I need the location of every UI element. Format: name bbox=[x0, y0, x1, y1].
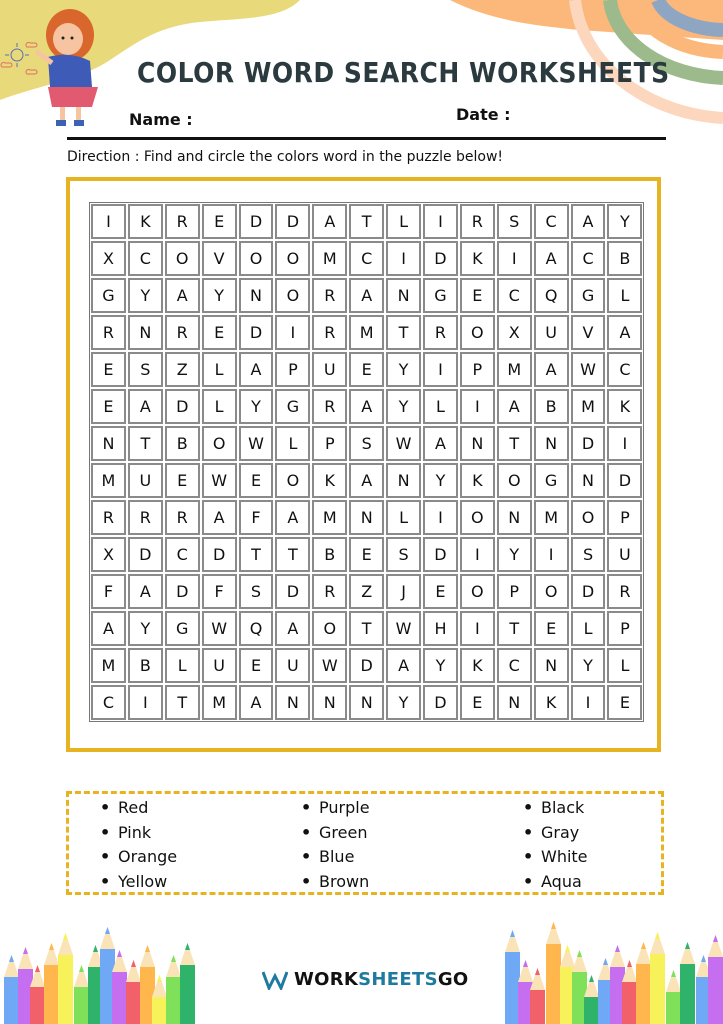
grid-cell[interactable]: A bbox=[349, 278, 384, 313]
grid-cell[interactable]: V bbox=[571, 315, 606, 350]
grid-cell[interactable]: D bbox=[165, 574, 200, 609]
grid-cell[interactable]: U bbox=[275, 648, 310, 683]
word-item: • Blue bbox=[301, 845, 370, 870]
grid-cell[interactable]: N bbox=[349, 685, 384, 720]
grid-cell[interactable]: S bbox=[497, 204, 532, 239]
grid-cell[interactable]: D bbox=[607, 463, 642, 498]
grid-cell[interactable]: E bbox=[607, 685, 642, 720]
grid-cell[interactable]: O bbox=[275, 278, 310, 313]
grid-cell[interactable]: L bbox=[202, 352, 237, 387]
word-item: • Pink bbox=[100, 821, 177, 846]
grid-cell[interactable]: A bbox=[349, 389, 384, 424]
grid-cell[interactable]: W bbox=[202, 463, 237, 498]
grid-cell[interactable]: L bbox=[607, 278, 642, 313]
grid-cell[interactable]: A bbox=[165, 278, 200, 313]
grid-cell[interactable]: G bbox=[165, 611, 200, 646]
grid-cell[interactable]: M bbox=[91, 648, 126, 683]
grid-cell[interactable]: N bbox=[386, 278, 421, 313]
grid-cell[interactable]: A bbox=[91, 611, 126, 646]
grid-cell[interactable]: N bbox=[460, 426, 495, 461]
grid-cell[interactable]: A bbox=[497, 389, 532, 424]
grid-cell[interactable]: R bbox=[312, 315, 347, 350]
grid-cell[interactable]: Y bbox=[386, 352, 421, 387]
grid-cell[interactable]: C bbox=[571, 241, 606, 276]
grid-cell[interactable]: O bbox=[275, 463, 310, 498]
grid-cell[interactable]: Y bbox=[386, 389, 421, 424]
grid-cell[interactable]: E bbox=[349, 537, 384, 572]
grid-cell[interactable]: R bbox=[312, 389, 347, 424]
grid-cell[interactable]: A bbox=[607, 315, 642, 350]
grid-cell[interactable]: G bbox=[91, 278, 126, 313]
grid-cell[interactable]: R bbox=[165, 500, 200, 535]
word-item: • Gray bbox=[523, 821, 588, 846]
grid-cell[interactable]: P bbox=[607, 500, 642, 535]
logo-text-go: GO bbox=[437, 969, 469, 990]
grid-cell[interactable]: P bbox=[312, 426, 347, 461]
grid-cell[interactable]: D bbox=[349, 648, 384, 683]
grid-cell[interactable]: N bbox=[239, 278, 274, 313]
grid-cell[interactable]: O bbox=[312, 611, 347, 646]
grid-cell[interactable]: R bbox=[312, 278, 347, 313]
grid-cell[interactable]: K bbox=[534, 685, 569, 720]
grid-cell[interactable]: A bbox=[202, 500, 237, 535]
grid-cell[interactable]: D bbox=[202, 537, 237, 572]
grid-cell[interactable]: R bbox=[128, 500, 163, 535]
grid-cell[interactable]: O bbox=[165, 241, 200, 276]
grid-cell[interactable]: E bbox=[534, 611, 569, 646]
grid-cell[interactable]: E bbox=[91, 389, 126, 424]
grid-cell[interactable]: V bbox=[202, 241, 237, 276]
grid-cell[interactable]: C bbox=[349, 241, 384, 276]
direction-text: Direction : Find and circle the colors word in the puzzle below! bbox=[67, 149, 504, 165]
word-item: • Yellow bbox=[100, 870, 177, 895]
grid-cell[interactable]: A bbox=[349, 463, 384, 498]
grid-cell[interactable]: R bbox=[460, 204, 495, 239]
word-search-grid bbox=[89, 202, 644, 722]
grid-cell[interactable]: D bbox=[571, 426, 606, 461]
grid-cell[interactable]: E bbox=[460, 685, 495, 720]
grid-cell[interactable]: Y bbox=[423, 463, 458, 498]
grid-cell[interactable]: A bbox=[534, 241, 569, 276]
grid-cell[interactable]: U bbox=[534, 315, 569, 350]
grid-cell[interactable]: E bbox=[460, 278, 495, 313]
grid-cell[interactable]: M bbox=[571, 389, 606, 424]
grid-cell[interactable]: L bbox=[571, 611, 606, 646]
grid-cell[interactable]: K bbox=[128, 204, 163, 239]
grid-cell[interactable]: P bbox=[607, 611, 642, 646]
word-list-column-1 bbox=[100, 796, 177, 895]
grid-cell[interactable]: K bbox=[460, 463, 495, 498]
grid-cell[interactable]: E bbox=[91, 352, 126, 387]
grid-cell[interactable]: I bbox=[460, 389, 495, 424]
grid-cell[interactable]: Y bbox=[571, 648, 606, 683]
grid-cell[interactable]: E bbox=[239, 463, 274, 498]
grid-cell[interactable]: E bbox=[423, 574, 458, 609]
grid-cell[interactable]: S bbox=[571, 537, 606, 572]
grid-cell[interactable]: S bbox=[128, 352, 163, 387]
grid-cell[interactable]: T bbox=[497, 611, 532, 646]
grid-cell[interactable]: Y bbox=[607, 204, 642, 239]
grid-cell[interactable]: W bbox=[202, 611, 237, 646]
grid-cell[interactable]: W bbox=[386, 426, 421, 461]
pencils-right-decoration bbox=[500, 920, 723, 1024]
grid-cell[interactable]: W bbox=[571, 352, 606, 387]
grid-cell[interactable]: G bbox=[571, 278, 606, 313]
grid-cell[interactable]: A bbox=[386, 648, 421, 683]
grid-cell[interactable]: K bbox=[460, 241, 495, 276]
grid-cell[interactable]: B bbox=[534, 389, 569, 424]
date-label: Date : bbox=[456, 105, 511, 124]
grid-cell[interactable]: K bbox=[607, 389, 642, 424]
girl-illustration bbox=[0, 5, 105, 130]
grid-cell[interactable]: G bbox=[275, 389, 310, 424]
grid-cell[interactable]: Y bbox=[128, 611, 163, 646]
grid-cell[interactable]: A bbox=[128, 389, 163, 424]
grid-cell[interactable]: O bbox=[460, 500, 495, 535]
grid-cell[interactable]: O bbox=[460, 574, 495, 609]
grid-cell[interactable]: I bbox=[534, 537, 569, 572]
grid-cell[interactable]: A bbox=[423, 426, 458, 461]
grid-cell[interactable]: N bbox=[571, 463, 606, 498]
grid-cell[interactable]: Y bbox=[128, 278, 163, 313]
word-item: • Orange bbox=[100, 845, 177, 870]
grid-cell[interactable]: B bbox=[128, 648, 163, 683]
grid-cell[interactable]: L bbox=[165, 648, 200, 683]
grid-cell[interactable]: I bbox=[460, 611, 495, 646]
grid-cell[interactable]: U bbox=[202, 648, 237, 683]
grid-cell[interactable]: I bbox=[128, 685, 163, 720]
grid-cell[interactable]: M bbox=[497, 352, 532, 387]
grid-cell[interactable]: K bbox=[460, 648, 495, 683]
grid-cell[interactable]: N bbox=[128, 315, 163, 350]
grid-cell[interactable]: I bbox=[423, 352, 458, 387]
word-list-column-2 bbox=[301, 796, 370, 895]
grid-cell[interactable]: D bbox=[275, 574, 310, 609]
grid-cell[interactable]: D bbox=[239, 204, 274, 239]
grid-cell[interactable]: D bbox=[571, 574, 606, 609]
grid-cell[interactable]: L bbox=[607, 648, 642, 683]
grid-cell[interactable]: I bbox=[497, 241, 532, 276]
grid-cell[interactable]: O bbox=[275, 241, 310, 276]
word-list-column-3 bbox=[523, 796, 588, 895]
grid-cell[interactable]: D bbox=[165, 389, 200, 424]
grid-cell[interactable]: O bbox=[239, 241, 274, 276]
grid-cell[interactable]: N bbox=[312, 685, 347, 720]
grid-cell[interactable]: D bbox=[239, 315, 274, 350]
logo-text-work: WORK bbox=[294, 969, 359, 990]
grid-cell[interactable]: P bbox=[275, 352, 310, 387]
pencils-left-decoration bbox=[0, 925, 225, 1024]
grid-cell[interactable]: Q bbox=[239, 611, 274, 646]
grid-cell[interactable]: D bbox=[423, 241, 458, 276]
grid-cell[interactable]: N bbox=[386, 463, 421, 498]
word-item: • Brown bbox=[301, 870, 370, 895]
grid-cell[interactable]: I bbox=[275, 315, 310, 350]
grid-cell[interactable]: N bbox=[534, 426, 569, 461]
name-label: Name : bbox=[129, 110, 193, 129]
header-divider bbox=[67, 137, 666, 140]
grid-cell[interactable]: A bbox=[275, 500, 310, 535]
grid-cell[interactable]: A bbox=[239, 352, 274, 387]
grid-cell[interactable]: U bbox=[312, 352, 347, 387]
word-item: • Black bbox=[523, 796, 588, 821]
grid-cell[interactable]: N bbox=[275, 685, 310, 720]
grid-cell[interactable]: X bbox=[497, 315, 532, 350]
word-item: • Aqua bbox=[523, 870, 588, 895]
grid-cell[interactable]: R bbox=[165, 204, 200, 239]
grid-cell[interactable]: R bbox=[165, 315, 200, 350]
grid-cell[interactable]: P bbox=[497, 574, 532, 609]
grid-cell[interactable]: A bbox=[239, 685, 274, 720]
grid-cell[interactable]: C bbox=[128, 241, 163, 276]
grid-cell[interactable]: W bbox=[386, 611, 421, 646]
grid-cell[interactable]: Z bbox=[349, 574, 384, 609]
grid-cell[interactable]: T bbox=[497, 426, 532, 461]
grid-cell[interactable]: O bbox=[571, 500, 606, 535]
grid-cell[interactable]: X bbox=[91, 241, 126, 276]
grid-cell[interactable]: I bbox=[460, 537, 495, 572]
grid-cell[interactable]: T bbox=[275, 537, 310, 572]
grid-cell[interactable]: E bbox=[239, 648, 274, 683]
grid-cell[interactable]: L bbox=[423, 389, 458, 424]
grid-cell[interactable]: M bbox=[312, 241, 347, 276]
grid-cell[interactable]: K bbox=[312, 463, 347, 498]
grid-cell[interactable]: A bbox=[534, 352, 569, 387]
grid-cell[interactable]: I bbox=[571, 685, 606, 720]
grid-cell[interactable]: C bbox=[497, 648, 532, 683]
grid-cell[interactable]: M bbox=[312, 500, 347, 535]
grid-cell[interactable]: E bbox=[202, 315, 237, 350]
grid-cell[interactable]: L bbox=[202, 389, 237, 424]
page-title: COLOR WORD SEARCH WORKSHEETS bbox=[137, 56, 670, 89]
grid-cell[interactable]: L bbox=[386, 500, 421, 535]
grid-cell[interactable]: F bbox=[239, 500, 274, 535]
grid-cell[interactable]: Y bbox=[239, 389, 274, 424]
grid-cell[interactable]: Y bbox=[386, 685, 421, 720]
grid-cell[interactable]: X bbox=[91, 537, 126, 572]
grid-cell[interactable]: C bbox=[91, 685, 126, 720]
grid-cell[interactable]: T bbox=[386, 315, 421, 350]
grid-cell[interactable]: M bbox=[91, 463, 126, 498]
grid-cell[interactable]: W bbox=[312, 648, 347, 683]
grid-cell[interactable]: A bbox=[128, 574, 163, 609]
grid-cell[interactable]: T bbox=[349, 611, 384, 646]
grid-cell[interactable]: C bbox=[497, 278, 532, 313]
grid-cell[interactable]: A bbox=[312, 204, 347, 239]
grid-cell[interactable]: I bbox=[607, 426, 642, 461]
grid-cell[interactable]: N bbox=[91, 426, 126, 461]
grid-cell[interactable]: U bbox=[128, 463, 163, 498]
grid-cell[interactable]: N bbox=[497, 685, 532, 720]
grid-cell[interactable]: R bbox=[423, 315, 458, 350]
grid-cell[interactable]: T bbox=[349, 204, 384, 239]
grid-cell[interactable]: C bbox=[534, 204, 569, 239]
grid-cell[interactable]: O bbox=[534, 574, 569, 609]
grid-cell[interactable]: G bbox=[534, 463, 569, 498]
grid-cell[interactable]: R bbox=[91, 500, 126, 535]
grid-cell[interactable]: S bbox=[349, 426, 384, 461]
grid-cell[interactable]: W bbox=[239, 426, 274, 461]
worksheetsgo-logo bbox=[262, 969, 469, 990]
grid-cell[interactable]: E bbox=[165, 463, 200, 498]
grid-cell[interactable]: A bbox=[571, 204, 606, 239]
grid-cell[interactable]: C bbox=[165, 537, 200, 572]
grid-cell[interactable]: Y bbox=[423, 648, 458, 683]
grid-cell[interactable]: Q bbox=[534, 278, 569, 313]
grid-cell[interactable]: D bbox=[423, 537, 458, 572]
grid-cell[interactable]: T bbox=[165, 685, 200, 720]
grid-cell[interactable]: M bbox=[349, 315, 384, 350]
logo-text-sheets: SHEETS bbox=[358, 969, 438, 990]
grid-cell[interactable]: L bbox=[275, 426, 310, 461]
grid-cell[interactable]: I bbox=[423, 204, 458, 239]
grid-cell[interactable]: Y bbox=[497, 537, 532, 572]
grid-cell[interactable]: I bbox=[386, 241, 421, 276]
grid-cell[interactable]: B bbox=[165, 426, 200, 461]
grid-cell[interactable]: O bbox=[460, 315, 495, 350]
grid-cell[interactable]: N bbox=[349, 500, 384, 535]
grid-cell[interactable]: F bbox=[202, 574, 237, 609]
grid-cell[interactable]: D bbox=[275, 204, 310, 239]
grid-cell[interactable]: M bbox=[534, 500, 569, 535]
grid-cell[interactable]: F bbox=[91, 574, 126, 609]
grid-cell[interactable]: J bbox=[386, 574, 421, 609]
grid-cell[interactable]: Y bbox=[202, 278, 237, 313]
grid-cell[interactable]: N bbox=[497, 500, 532, 535]
grid-cell[interactable]: I bbox=[423, 500, 458, 535]
grid-cell[interactable]: R bbox=[312, 574, 347, 609]
grid-cell[interactable]: T bbox=[128, 426, 163, 461]
grid-cell[interactable]: D bbox=[128, 537, 163, 572]
grid-cell[interactable]: B bbox=[312, 537, 347, 572]
grid-cell[interactable]: N bbox=[534, 648, 569, 683]
word-item: • Green bbox=[301, 821, 370, 846]
grid-cell[interactable]: D bbox=[423, 685, 458, 720]
grid-cell[interactable]: B bbox=[607, 241, 642, 276]
grid-cell[interactable]: T bbox=[239, 537, 274, 572]
word-item: • White bbox=[523, 845, 588, 870]
grid-cell[interactable]: I bbox=[91, 204, 126, 239]
grid-cell[interactable]: G bbox=[423, 278, 458, 313]
grid-cell[interactable]: U bbox=[607, 537, 642, 572]
grid-cell[interactable]: P bbox=[460, 352, 495, 387]
word-item: • Red bbox=[100, 796, 177, 821]
grid-cell[interactable]: C bbox=[607, 352, 642, 387]
worksheetsgo-logo-icon bbox=[262, 970, 288, 990]
grid-cell[interactable]: R bbox=[607, 574, 642, 609]
grid-cell[interactable]: R bbox=[91, 315, 126, 350]
grid-cell[interactable]: M bbox=[202, 685, 237, 720]
grid-cell[interactable]: Z bbox=[165, 352, 200, 387]
word-item: • Purple bbox=[301, 796, 370, 821]
grid-cell[interactable]: H bbox=[423, 611, 458, 646]
grid-cell[interactable]: A bbox=[275, 611, 310, 646]
grid-cell[interactable]: S bbox=[386, 537, 421, 572]
grid-cell[interactable]: E bbox=[349, 352, 384, 387]
grid-cell[interactable]: E bbox=[202, 204, 237, 239]
grid-cell[interactable]: O bbox=[202, 426, 237, 461]
grid-cell[interactable]: O bbox=[497, 463, 532, 498]
grid-cell[interactable]: S bbox=[239, 574, 274, 609]
grid-cell[interactable]: L bbox=[386, 204, 421, 239]
